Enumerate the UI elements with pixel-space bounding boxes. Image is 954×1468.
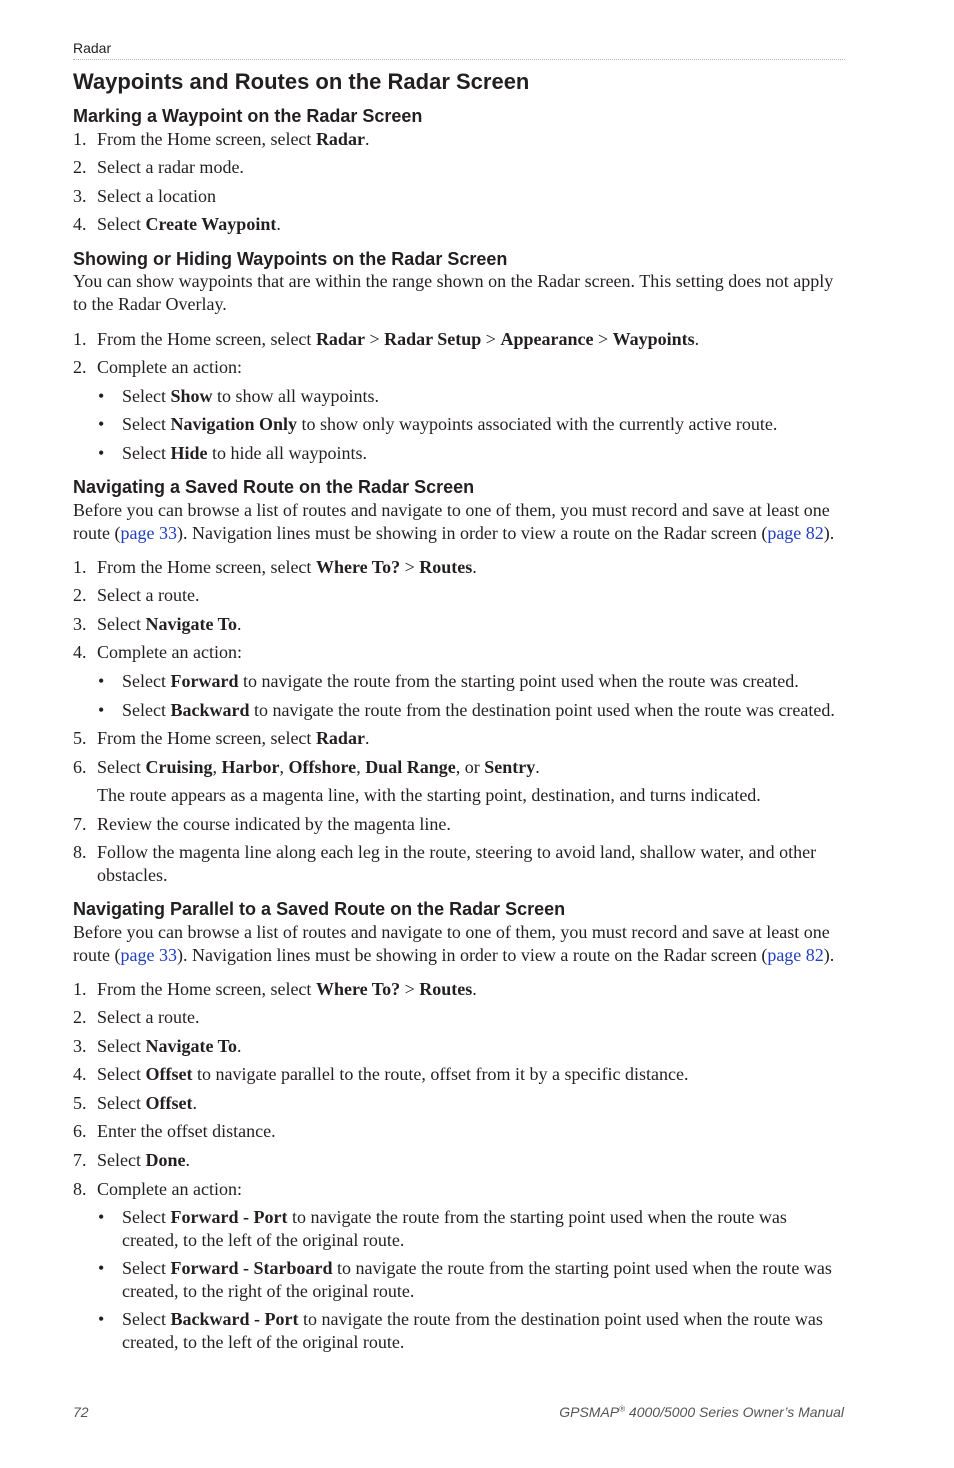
section-heading-parallel-route: Navigating Parallel to a Saved Route on the Radar Screen xyxy=(73,899,566,919)
punct: . xyxy=(237,1036,242,1056)
step-number: 2. xyxy=(73,357,87,377)
ui-term: Where To? xyxy=(315,979,401,999)
step-text: Enter the offset distance. xyxy=(97,1121,276,1141)
separator: , xyxy=(356,757,366,777)
section-intro: You can show waypoints that are within the range shown on the Radar screen. This setting does not apply to the Radar Overlay. xyxy=(73,271,834,314)
step-number: 1. xyxy=(73,129,87,149)
step-number: 2. xyxy=(73,1007,87,1027)
separator: > xyxy=(400,979,420,999)
step-number: 3. xyxy=(73,614,87,634)
bullet-glyph: • xyxy=(98,386,105,406)
step-text: Complete an action: xyxy=(97,1179,242,1199)
ui-term: Offset xyxy=(145,1064,193,1084)
step-text: Select xyxy=(97,1150,146,1170)
step-text: Select a route. xyxy=(97,1007,200,1027)
ui-term: Forward xyxy=(170,671,239,691)
separator: , or xyxy=(455,757,485,777)
step-text: Select a radar mode. xyxy=(97,157,244,177)
manual-subtitle: 4000/5000 Series Owner’s Manual xyxy=(625,1404,844,1420)
page-link[interactable]: page 82 xyxy=(767,945,824,965)
section-heading-showing-hiding: Showing or Hiding Waypoints on the Radar Screen xyxy=(73,249,508,269)
step-number: 1. xyxy=(73,557,87,577)
bullet-text: to navigate the route from the starting point used when the route was created, to the right of the original route. xyxy=(122,1258,832,1301)
ui-term: Radar xyxy=(315,129,365,149)
bullet-text: Select xyxy=(122,414,171,434)
ui-term: Navigate To xyxy=(145,1036,237,1056)
manual-title xyxy=(559,1404,844,1420)
step-number: 4. xyxy=(73,642,87,662)
step-text: From the Home screen, select xyxy=(97,129,316,149)
ui-term: Where To? xyxy=(315,557,401,577)
ui-term: Backward - Port xyxy=(170,1309,299,1329)
ui-term: Dual Range xyxy=(365,757,456,777)
step-text: From the Home screen, select xyxy=(97,557,316,577)
step-number: 5. xyxy=(73,1093,87,1113)
step-text: Select a route. xyxy=(97,585,200,605)
product-name: GPSMAP xyxy=(559,1404,620,1420)
step-text: From the Home screen, select xyxy=(97,728,316,748)
step-text: Select xyxy=(97,614,146,634)
bullet-text: to navigate the route from the destination point used when the route was created, to the left of the original route. xyxy=(122,1309,823,1352)
page-link[interactable]: page 82 xyxy=(767,523,824,543)
ui-term: Waypoints xyxy=(612,329,695,349)
separator: > xyxy=(593,329,613,349)
step-note: The route appears as a magenta line, with the starting point, destination, and turns indicated. xyxy=(97,785,761,805)
bullet-item xyxy=(98,385,843,408)
step-text: Select a location xyxy=(97,186,216,206)
intro-text: Before you can browse a list of routes and navigate to one of them, you must record and save at least one route ( xyxy=(73,500,830,543)
bullet-item xyxy=(98,699,843,722)
ui-term: Radar Setup xyxy=(384,329,482,349)
bullet-text: Select xyxy=(122,1207,171,1227)
bullet-text: to navigate the route from the destination point used when the route was created. xyxy=(249,700,835,720)
separator: > xyxy=(364,329,385,349)
step-text: From the Home screen, select xyxy=(97,329,316,349)
ui-term: Forward - Starboard xyxy=(170,1258,333,1278)
step-text: Select xyxy=(97,757,146,777)
ui-term: Harbor xyxy=(221,757,280,777)
punct: . xyxy=(694,329,700,349)
bullet-text: Select xyxy=(122,443,171,463)
step-text: Select xyxy=(97,1036,146,1056)
punct: . xyxy=(472,557,477,577)
page-number: 72 xyxy=(73,1404,89,1420)
ui-term: Offshore xyxy=(288,757,357,777)
punct: . xyxy=(364,129,370,149)
ui-term: Navigate To xyxy=(145,614,237,634)
bullet-text: Select xyxy=(122,1258,171,1278)
step-text: Select xyxy=(97,1093,146,1113)
step-number: 3. xyxy=(73,1036,87,1056)
ui-term: Hide xyxy=(170,443,208,463)
bullet-glyph: • xyxy=(98,414,105,434)
ui-term: Radar xyxy=(315,329,365,349)
intro-text: Before you can browse a list of routes and navigate to one of them, you must record and save at least one route ( xyxy=(73,922,830,965)
step-number: 8. xyxy=(73,1179,87,1199)
bullet-text: Select xyxy=(122,671,171,691)
section-intro xyxy=(73,921,848,967)
step-text: Complete an action: xyxy=(97,642,242,662)
ui-term: Routes xyxy=(419,557,473,577)
step-number: 1. xyxy=(73,329,87,349)
section-heading-saved-route: Navigating a Saved Route on the Radar Screen xyxy=(73,477,475,497)
intro-text: ). Navigation lines must be showing in order to view a route on the Radar screen ( xyxy=(176,945,768,965)
bullet-text: to navigate the route from the starting point used when the route was created, to the left of the original route. xyxy=(122,1207,787,1250)
step-text: Follow the magenta line along each leg in the route, steering to avoid land, shallow water, and other obstacles. xyxy=(97,842,817,885)
ui-term: Appearance xyxy=(500,329,594,349)
ui-term: Routes xyxy=(419,979,473,999)
separator: > xyxy=(481,329,501,349)
step-number: 7. xyxy=(73,1150,87,1170)
intro-text: ). Navigation lines must be showing in order to view a route on the Radar screen ( xyxy=(176,523,768,543)
registered-mark: ® xyxy=(619,1404,626,1414)
bullet-text: to show all waypoints. xyxy=(212,386,380,406)
step-number: 6. xyxy=(73,757,87,777)
bullet-text: to hide all waypoints. xyxy=(207,443,367,463)
bullet-glyph: • xyxy=(98,1207,105,1227)
bullet-item xyxy=(98,1308,843,1354)
ui-term: Cruising xyxy=(145,757,213,777)
bullet-glyph: • xyxy=(98,1258,105,1278)
separator: , xyxy=(212,757,222,777)
step-number: 1. xyxy=(73,979,87,999)
step-text: Complete an action: xyxy=(97,357,242,377)
bullet-glyph: • xyxy=(98,443,105,463)
bullet-text: Select xyxy=(122,386,171,406)
page-title: Waypoints and Routes on the Radar Screen xyxy=(73,69,530,94)
punct: . xyxy=(237,614,242,634)
bullet-glyph: • xyxy=(98,700,105,720)
section-intro xyxy=(73,499,848,545)
ui-term: Forward - Port xyxy=(170,1207,288,1227)
step-number: 5. xyxy=(73,728,87,748)
header-divider xyxy=(73,59,845,60)
step-text: Select xyxy=(97,214,146,234)
punct: . xyxy=(472,979,477,999)
ui-term: Navigation Only xyxy=(170,414,298,434)
step-number: 4. xyxy=(73,1064,87,1084)
step-text: to navigate parallel to the route, offset from it by a specific distance. xyxy=(192,1064,689,1084)
bullet-text: to show only waypoints associated with the currently active route. xyxy=(297,414,778,434)
ui-term: Radar xyxy=(315,728,365,748)
ui-term: Create Waypoint xyxy=(145,214,277,234)
ui-term: Sentry xyxy=(484,757,536,777)
punct: . xyxy=(535,757,540,777)
page-link[interactable]: page 33 xyxy=(120,945,177,965)
step-number: 8. xyxy=(73,842,87,862)
intro-text: ). xyxy=(823,945,835,965)
punct: . xyxy=(185,1150,190,1170)
bullet-item xyxy=(98,1257,843,1303)
bullet-item xyxy=(98,413,843,436)
bullet-item xyxy=(98,442,843,465)
step-number: 3. xyxy=(73,186,87,206)
step-number: 6. xyxy=(73,1121,87,1141)
step-text: From the Home screen, select xyxy=(97,979,316,999)
section-heading-marking-waypoint: Marking a Waypoint on the Radar Screen xyxy=(73,106,423,126)
bullet-text: Select xyxy=(122,700,171,720)
ui-term: Show xyxy=(170,386,213,406)
bullet-glyph: • xyxy=(98,1309,105,1329)
list-item xyxy=(73,841,848,887)
step-number: 2. xyxy=(73,585,87,605)
separator: > xyxy=(400,557,420,577)
bullet-item xyxy=(98,1206,843,1252)
intro-text: ). xyxy=(823,523,835,543)
punct: . xyxy=(192,1093,197,1113)
step-number: 7. xyxy=(73,814,87,834)
bullet-text: to navigate the route from the starting point used when the route was created. xyxy=(238,671,799,691)
ui-term: Backward xyxy=(170,700,250,720)
bullet-item xyxy=(98,670,843,693)
punct: . xyxy=(276,214,281,234)
step-number: 2. xyxy=(73,157,87,177)
ui-term: Done xyxy=(145,1150,186,1170)
ui-term: Offset xyxy=(145,1093,193,1113)
running-header: Radar xyxy=(73,40,112,56)
step-text: Review the course indicated by the magenta line. xyxy=(97,814,451,834)
bullet-text: Select xyxy=(122,1309,171,1329)
separator: , xyxy=(279,757,289,777)
step-text: Select xyxy=(97,1064,146,1084)
bullet-glyph: • xyxy=(98,671,105,691)
punct: . xyxy=(364,728,370,748)
page-link[interactable]: page 33 xyxy=(120,523,177,543)
step-number: 4. xyxy=(73,214,87,234)
